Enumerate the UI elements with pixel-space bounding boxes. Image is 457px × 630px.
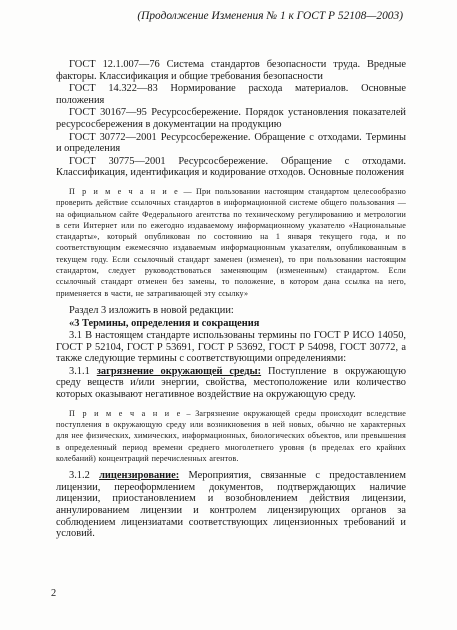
reference-gost-30772: ГОСТ 30772—2001 Ресурсосбережение. Обращение с отходами. Термины и определения (56, 131, 406, 155)
reference-gost-14-322: ГОСТ 14.322—83 Нормирование расхода материалов. Основные положения (56, 83, 406, 106)
clause-3-1-1 (56, 366, 406, 401)
reference-gost-12-1-007: ГОСТ 12.1.007—76 Система стандартов безопасности труда. Вредные факторы. Классификация и общие требования безопасности (56, 59, 406, 82)
clause-3-1-2 (56, 470, 406, 540)
reference-gost-30775: ГОСТ 30775—2001 Ресурсосбережение. Обращение с отходами. Классификация, идентификация и кодирование отходов. Основные положения (56, 155, 406, 179)
term-licensing: лицензирование: (99, 470, 180, 482)
note-label: П р и м е ч а н и е (69, 408, 182, 418)
note-label: П р и м е ч а н и е (69, 186, 180, 196)
clause-number: 3.1.1 (69, 365, 97, 377)
note-text: – Загрязнение окружающей среды происходит вследствие поступления в окружающую среду или возникновения в ней новых, обычно не характерных для нее физических, химических, информационных, биологических объектов, или превышения в определенный период времени среднего многолетнего уровня (в пределах его крайних колебаний) концентраций перечисленных агентов. (56, 408, 407, 463)
definition-licensing: Мероприятия, связанные с предоставлением лицензии, переоформлением документов, подтверждающих наличие лицензии, приостановлением и возобновлением действия лицензии, аннулированием лицензии и контролем лицензирующих органов за соблюдением лицензиатами соответствующих лицензионных требований и условий. (56, 470, 406, 540)
clause-3-1: 3.1 В настоящем стандарте использованы термины по ГОСТ Р ИСО 14050, ГОСТ Р 52104, ГОСТ Р 53691, ГОСТ Р 53692, ГОСТ Р 54098, ГОСТ 30772, а также следующие термины с соответствующими определениями: (56, 330, 406, 365)
section-3-heading: «3 Термины, определения и сокращения (69, 317, 260, 329)
note-pollution (56, 408, 406, 464)
term-pollution: загрязнение окружающей среды: (96, 365, 262, 377)
definition-pollution: Поступление в окружающую среду веществ и/или энергии, свойства, местоположение или количество которых оказывают негативное воздействие на окружающую среду. (56, 365, 406, 401)
continuation-header: (Продолжение Изменения № 1 к ГОСТ Р 52108—2003) (137, 10, 403, 22)
reference-gost-30167: ГОСТ 30167—95 Ресурсосбережение. Порядок установления показателей ресурсосбережения в документации на продукцию (56, 107, 406, 130)
section-3-intro: Раздел 3 изложить в новой редакции: (69, 304, 234, 316)
clause-number: 3.1.2 (69, 470, 100, 482)
page-number: 2 (51, 588, 57, 599)
document-body (56, 59, 406, 541)
note-text: — При пользовании настоящим стандартом целесообразно проверить действие ссылочных стандартов в информационной системе общего пользования — на официальном сайте Федерального агентства по техническому регулированию и метрологии в сети Интернет или по ежегодно издаваемому информационному указателю «Национальные стандарты», который опубликован по состоянию на 1 января текущего года, и по соответствующим ежемесячно издаваемым информационным указателям, опубликованным в текущем году. Если ссылочный стандарт заменен (изменен), то при пользовании настоящим стандартом, следует руководствоваться заменяющим (измененным) стандартом. Если ссылочный стандарт отменен без замены, то положение, в котором дана ссылка на него, применяется в части, не затрагивающей эту ссылку» (56, 186, 406, 298)
note-references (56, 186, 406, 299)
